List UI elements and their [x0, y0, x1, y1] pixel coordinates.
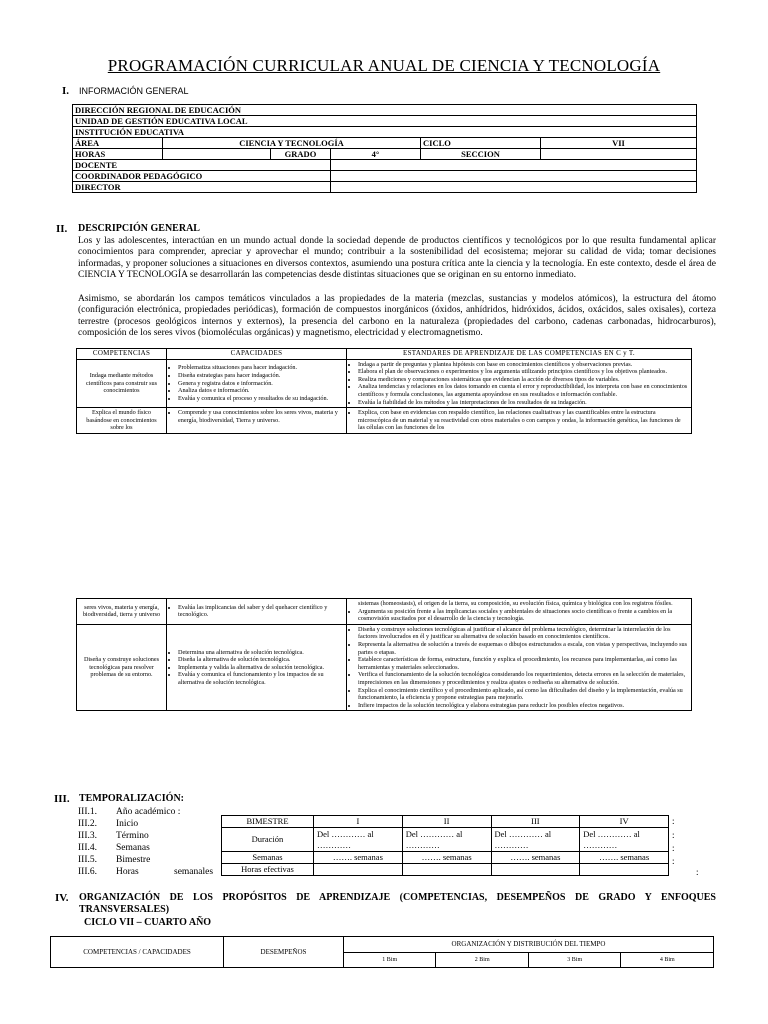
page-title: PROGRAMACIÓN CURRICULAR ANUAL DE CIENCIA Y TECNOLOGÍA — [107, 56, 661, 75]
semanas-label: Semanas — [222, 852, 314, 864]
area-label: ÁREA — [73, 138, 163, 149]
bimester-i: I — [314, 816, 403, 828]
standards-indaga — [347, 359, 692, 408]
list-item: • Evalúa las implicancias del saber y del quehacer científico y tecnológico. — [178, 604, 344, 619]
section-4-number: IV. — [55, 892, 69, 904]
section-4-label: ORGANIZACIÓN DE LOS PROPÓSITOS DE APRENDIZAJE (COMPETENCIAS, DESEMPEÑOS DE GRADO Y ENFOQUES TRANSVERSALES) — [79, 892, 716, 915]
semanas-iv: ……. semanas — [580, 852, 669, 864]
description-paragraph-1: Los y las adolescentes, interactúan en un mundo actual donde la sociedad depende de productos científicos y tecnológicos por lo que resulta fundamental aplicar conocimientos para comprender, apreciar y aprovechar el mundo; contribuir a la sostenibilidad del ecosistema; mejorar su calidad de vida; tomar decisiones informadas, y proponer soluciones a situaciones en diversos contextos, asumiendo una postura crítica ante la ciencia y la tecnología. En este contexto, desde el área de CIENCIA Y TECNOLOGÍA se desarrollarán las competencias desde distintas situaciones que se originan en su entorno inmediato. — [78, 236, 716, 281]
list-item: • Evalúa y comunica el proceso y resultados de su indagación. — [178, 395, 344, 403]
competence-indaga: Indaga mediante métodos científicos para construir sus conocimientos — [77, 359, 167, 408]
colon-mark: : — [672, 830, 675, 840]
description-paragraph-2: Asimismo, se abordarán los campos temáticos vinculados a las propiedades de la materia (mezclas, sustancias y modelos atómicos), la estructura del átomo (configuración electrónica, propiedades periódicas), formación de compuestos inorgánicos (óxidos, anhídridos, hidróxidos, ácidos, oxácidos, sales oxisales), corteza terrestre (procesos geológicos internos y externos), la presencia del carbono en la naturaleza (propiedades del carbono, cadenas carbonadas, hidrocarburos), composición de los seres vivos (biomoléculas orgánicas) y magnetismo, electricidad y electromagnetismo. — [78, 294, 716, 339]
section-2-label: DESCRIPCIÓN GENERAL — [78, 223, 200, 234]
capacities-disena — [167, 624, 347, 711]
list-item: III.3. Término — [78, 831, 149, 841]
list-item: • Analiza tendencias y relaciones en los datos tomando en cuenta el error y reproductibilidad, los interpreta con base en conocimientos científicos y formula conclusiones, las argumenta apoyándose en sus resultados e información confiable. — [358, 383, 689, 398]
header-organizacion-tiempo: ORGANIZACIÓN Y DISTRIBUCIÓN DEL TIEMPO — [343, 937, 713, 953]
semanas-iii: ……. semanas — [491, 852, 580, 864]
colon-mark: : — [672, 856, 675, 866]
duracion-label: Duración — [222, 828, 314, 852]
capacities-indaga — [167, 359, 347, 408]
section-2-number: II. — [56, 223, 68, 235]
ugel-label: UNIDAD DE GESTIÓN EDUCATIVA LOCAL — [73, 116, 697, 127]
learning-purposes-table — [50, 936, 714, 968]
docente-label: DOCENTE — [73, 160, 331, 171]
list-item: • Representa la alternativa de solución a través de esquemas o dibujos estructurados a escala, con vistas y perspectivas, incluyendo sus partes o etapas. — [358, 641, 689, 656]
competencies-table-part-1 — [76, 348, 692, 434]
colon-mark: : — [672, 816, 675, 826]
bimester-table — [221, 815, 669, 876]
list-item: • Establece características de forma, estructura, función y explica el procedimiento, los recursos para implementarlas, así como las herramientas y materiales seleccionados. — [358, 656, 689, 671]
capacities-explica — [167, 408, 347, 434]
horas-efectivas-ii — [402, 864, 491, 876]
list-item: • Problematiza situaciones para hacer indagación. — [178, 364, 344, 372]
section-1-number: I. — [62, 85, 70, 97]
header-competencias-capacidades: COMPETENCIAS / CAPACIDADES — [51, 937, 224, 968]
header-estandares: ESTANDARES DE APRENDIZAJE DE LAS COMPETENCIAS EN C y T. — [347, 349, 692, 360]
standards-continuation: sistemas (homeostasis), el origen de la tierra, su composición, su evolución física, química y biológica con los registros fósiles. — [358, 600, 673, 607]
horas-efectivas-iv — [580, 864, 669, 876]
horas-label: HORAS — [73, 149, 163, 160]
colon-mark: : — [672, 843, 675, 853]
temporalization-list — [78, 806, 180, 878]
competence-disena: Diseña y construye soluciones tecnológicas para resolver problemas de su entorno. — [77, 624, 167, 711]
horas-value — [163, 149, 271, 160]
director-value — [331, 182, 697, 193]
dre-label: DIRECCIÓN REGIONAL DE EDUCACIÓN — [73, 105, 697, 116]
competence-explica-part-2: seres vivos, materia y energía, biodiversidad, tierra y universo — [77, 599, 167, 625]
list-item: • Realiza mediciones y comparaciones sistemáticas que evidencian la acción de diversos tipos de variables. — [358, 376, 689, 384]
coordinador-label: COORDINADOR PEDAGÓGICO — [73, 171, 331, 182]
duracion-iv: Del ………… al ………… — [580, 828, 669, 852]
list-item: • Elabora el plan de observaciones o experimentos y los argumenta utilizando principios científicos y los objetivos planteados. — [358, 368, 689, 376]
list-item: • Indaga a partir de preguntas y plantea hipótesis con base en conocimientos científicos y observaciones previas. — [358, 361, 689, 369]
standards-explica-part-2 — [347, 599, 692, 625]
bimester-iii: III — [491, 816, 580, 828]
horas-efectivas-iii — [491, 864, 580, 876]
list-item: • Diseña estrategias para hacer indagación. — [178, 372, 344, 380]
list-item: III.6. Horas — [78, 867, 139, 877]
bimester-iv: IV — [580, 816, 669, 828]
seccion-label: SECCION — [421, 149, 541, 160]
colon-mark: : — [696, 867, 699, 877]
standards-disena — [347, 624, 692, 711]
semanales-label: semanales — [174, 867, 214, 877]
header-desempenos: DESEMPEÑOS — [224, 937, 344, 968]
list-item: III.1. Año académico : — [78, 807, 181, 817]
header-capacidades: CAPACIDADES — [167, 349, 347, 360]
section-3-label: TEMPORALIZACIÓN: — [79, 793, 185, 804]
list-item: III.5. Bimestre — [78, 855, 151, 865]
list-item: • Evalúa y comunica el funcionamiento y los impactos de su alternativa de solución tecnológica. — [178, 671, 344, 686]
docente-value — [331, 160, 697, 171]
competencies-table-part-2 — [76, 598, 692, 711]
list-item: • Explica el conocimiento científico y el procedimiento aplicado, así como las dificultades del diseño y la implementación, evalúa su funcionamiento, la eficiencia y propone estrategias para mejorarlo. — [358, 687, 689, 702]
section-1-label: INFORMACIÓN GENERAL — [79, 86, 189, 96]
list-item: • Analiza datos e información. — [178, 387, 344, 395]
list-item: • Comprende y usa conocimientos sobre los seres vivos, materia y energía, biodiversidad, Tierra y universo. — [178, 409, 344, 424]
horas-efectivas-label: Horas efectivas — [222, 864, 314, 876]
list-item: • Explica, con base en evidencias con respaldo científico, las relaciones cualitativas y las cuantificables entre la estructura microscópica de un material y su reactividad con otros materiales o con campos y ondas, la información genética, las funciones de las células con las funciones de los — [358, 409, 689, 432]
list-item: • Genera y registra datos e información. — [178, 380, 344, 388]
header-competencias: COMPETENCIAS — [77, 349, 167, 360]
list-item: • Diseña la alternativa de solución tecnológica. — [178, 656, 344, 664]
ciclo-value: VII — [541, 138, 697, 149]
header-bim-4: 4 Bim — [621, 952, 714, 968]
duracion-i: Del ………… al ………… — [314, 828, 403, 852]
grado-value: 4° — [331, 149, 421, 160]
duracion-iii: Del ………… al ………… — [491, 828, 580, 852]
duracion-ii: Del ………… al ………… — [402, 828, 491, 852]
list-item: • Infiere impactos de la solución tecnológica y elabora estrategias para reducir los posibles efectos negativos. — [358, 702, 689, 710]
general-info-table — [72, 104, 697, 193]
list-item: III.4. Semanas — [78, 843, 150, 853]
list-item: • Evalúa la fiabilidad de los métodos y las interpretaciones de los resultados de su indagación. — [358, 399, 689, 407]
seccion-value — [541, 149, 697, 160]
area-value: CIENCIA Y TECNOLOGÍA — [163, 138, 421, 149]
section-3-number: III. — [54, 793, 70, 805]
bimestre-header: BIMESTRE — [222, 816, 314, 828]
standards-explica-part-1 — [347, 408, 692, 434]
list-item: • Diseña y construye soluciones tecnológicas al justificar el alcance del problema tecnológico, determinar la interrelación de los factores involucrados en él y justificar su alternativa de solución basado en conocimientos científicos. — [358, 626, 689, 641]
header-bim-3: 3 Bim — [528, 952, 621, 968]
semanas-ii: ……. semanas — [402, 852, 491, 864]
capacities-evalua — [167, 599, 347, 625]
coordinador-value — [331, 171, 697, 182]
grado-label: GRADO — [271, 149, 331, 160]
list-item: • Implementa y valida la alternativa de solución tecnológica. — [178, 664, 344, 672]
ie-label: INSTITUCIÓN EDUCATIVA — [73, 127, 697, 138]
director-label: DIRECTOR — [73, 182, 331, 193]
ciclo-label: CICLO — [421, 138, 541, 149]
list-item: • Verifica el funcionamiento de la solución tecnológica considerando los requerimientos, detecta errores en la selección de materiales, imprecisiones en las dimensiones y procedimientos y realiza ajustes o rediseña su alternativa de solución. — [358, 671, 689, 686]
list-item: • Determina una alternativa de solución tecnológica. — [178, 649, 344, 657]
semanas-i: ……. semanas — [314, 852, 403, 864]
bimester-ii: II — [402, 816, 491, 828]
horas-efectivas-i — [314, 864, 403, 876]
list-item: III.2. Inicio — [78, 819, 139, 829]
section-4-subtitle: CICLO VII – CUARTO AÑO — [84, 917, 212, 928]
header-bim-2: 2 Bim — [436, 952, 529, 968]
list-item: • Argumenta su posición frente a las implicancias sociales y ambientales de situaciones socio científicas o frente a cambios en la cosmovisión suscitados por el desarrollo de la ciencia y tecnología. — [358, 608, 689, 623]
header-bim-1: 1 Bim — [343, 952, 436, 968]
competence-explica-part-1: Explica el mundo físico basándose en conocimientos sobre los — [77, 408, 167, 434]
